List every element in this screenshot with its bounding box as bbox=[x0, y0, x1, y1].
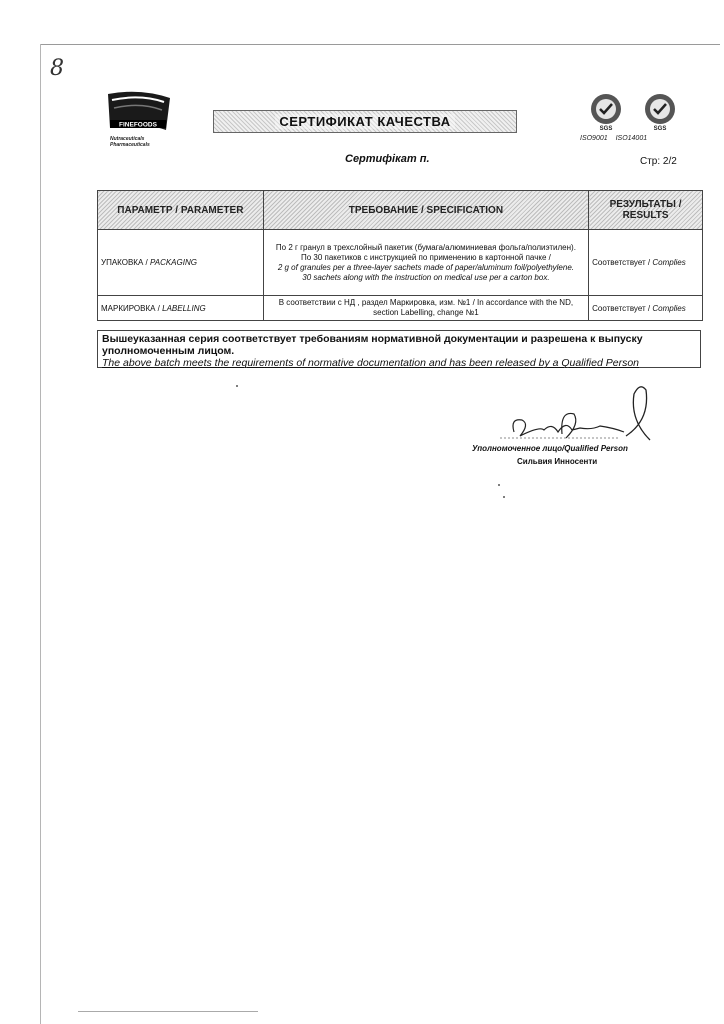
spec-line: По 2 г гранул в трехслойный пакетик (бумага/алюминиевая фольга/полиэтилен). bbox=[275, 242, 576, 252]
left-border-line bbox=[40, 44, 41, 1024]
column-header-results: РЕЗУЛЬТАТЫ / RESULTS bbox=[589, 191, 703, 230]
scan-speck bbox=[236, 385, 238, 387]
iso9001-seal-icon bbox=[588, 92, 624, 132]
handwritten-page-mark: 8 bbox=[50, 56, 64, 81]
parameter-ru: МАРКИРОВКА / bbox=[101, 303, 160, 313]
result-en: Complies bbox=[652, 258, 686, 267]
signatory-name: Сильвия Инносенти bbox=[517, 457, 598, 466]
spec-line: 2 g of granules per a three-layer sachets made of paper/aluminum foil/polyethylene. bbox=[277, 262, 574, 272]
logo-subtitle-line2: Pharmaceuticals bbox=[110, 142, 150, 148]
bottom-border-line bbox=[78, 1011, 258, 1012]
table-row bbox=[98, 230, 703, 296]
signatory-role: Уполномоченное лицо/Qualified Person bbox=[472, 444, 628, 453]
seal-label: SGS bbox=[599, 126, 613, 132]
document-title bbox=[213, 110, 517, 133]
result-en: Complies bbox=[652, 303, 686, 313]
iso-standards-label: ISO9001 ISO14001 bbox=[580, 135, 648, 142]
parameter-cell bbox=[98, 230, 264, 296]
column-header-specification: ТРЕБОВАНИЕ / SPECIFICATION bbox=[263, 191, 588, 230]
release-notice-ru: Вышеуказанная серия соответствует требованиям нормативной документации и разрешена к выпуску уполномоченным лицом. bbox=[102, 333, 643, 357]
table-row bbox=[98, 296, 703, 321]
specification-cell bbox=[263, 296, 588, 321]
parameter-cell bbox=[98, 296, 264, 321]
iso14001-seal-icon bbox=[642, 92, 678, 132]
spec-line: По 30 пакетиков с инструкцией по применению в картонной пачке / bbox=[300, 252, 551, 262]
top-border-line bbox=[40, 44, 720, 45]
specification-table bbox=[97, 190, 703, 321]
release-notice bbox=[97, 330, 701, 368]
page-number: Стр: 2/2 bbox=[640, 156, 677, 167]
result-cell bbox=[589, 296, 703, 321]
result-ru: Соответствует / bbox=[592, 303, 651, 313]
logo-subtitle-line1: Nutraceuticals bbox=[110, 136, 145, 142]
seal-label: SGS bbox=[653, 126, 667, 132]
logo-wordmark: FINEFOODS bbox=[119, 121, 157, 129]
result-cell bbox=[589, 230, 703, 296]
certificate-number: Сертифікат п. bbox=[345, 153, 430, 165]
document-title-text: СЕРТИФИКАТ КАЧЕСТВА bbox=[275, 114, 454, 129]
release-notice-en: The above batch meets the requirements of normative documentation and has been released by a Qualified Person bbox=[102, 357, 639, 369]
scan-speck bbox=[503, 496, 505, 498]
parameter-en: PACKAGING bbox=[149, 258, 197, 267]
scan-speck bbox=[498, 484, 500, 486]
result-ru: Соответствует / bbox=[592, 258, 651, 267]
logo-subtitle bbox=[110, 136, 150, 148]
signature-scribble bbox=[500, 380, 670, 450]
table-header-row bbox=[98, 191, 703, 230]
parameter-en: LABELLING bbox=[162, 303, 206, 313]
parameter-ru: УПАКОВКА / bbox=[101, 258, 148, 267]
spec-line: В соответствии с НД , раздел Маркировка, изм. №1 / In accordance with the ND, section Labelling, change №1 bbox=[278, 298, 574, 317]
spec-line: 30 sachets along with the instruction on medical use per a carton box. bbox=[302, 272, 550, 282]
column-header-parameter: ПАРАМЕТР / PARAMETER bbox=[98, 191, 264, 230]
specification-cell bbox=[263, 230, 588, 296]
